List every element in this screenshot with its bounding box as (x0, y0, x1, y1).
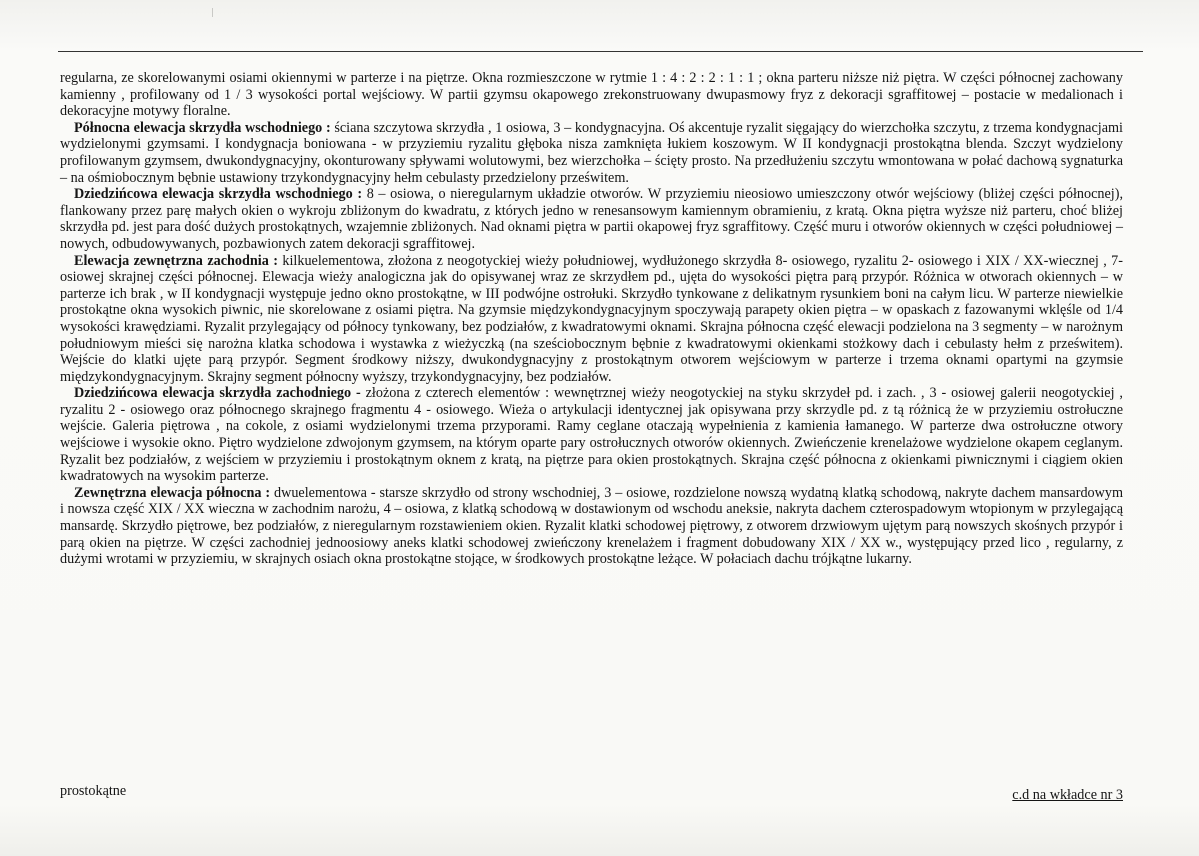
paragraph-text: dwuelementowa - starsze skrzydło od strony wschodniej, 3 – osiowe, rozdzielone nowszą wydatną klatką schodową, nakryte dachem mansardowym i nowsza część XIX / XX wieczna w zachodnim narożu, 4 – osiowa, z klatką schodową w dostawionym od wschodu aneksie, nakryta dachem czterospadowym wtopionym w przylegającą mansardę. Skrzydło piętrowe, bez podziałów, z nieregularnym rozstawieniem okien. Ryzalit klatki schodowej piętrowy, z otworem drzwiowym ujętym parą nowszych skośnych przypór i parą okien na piętrze. W części zachodniej jednoosiowy aneks klatki schodowej zwieńczony krenelażem i fragment dobudowany XIX / XX w., występujący przed lico , regularny, z dużymi wrotami w przyziemiu, w skrajnych osiach okna prostokątne stojące, w środkowych prostokątne leżące. W połaciach dachu trójkątne lukarny. (60, 484, 1124, 568)
paragraph-intro (60, 70, 1123, 120)
paragraph-outer-west (60, 253, 1123, 386)
paragraph-heading: Zewnętrzna elewacja północna : (74, 484, 271, 501)
header-rule (58, 51, 1143, 52)
paragraph-north-east-wing (60, 120, 1123, 186)
paragraph-text: regularna, ze skorelowanymi osiami okiennymi w parterze i na piętrze. Okna rozmieszczone w rytmie 1 : 4 : 2 : 2 : 1 : 1 ; okna parteru niższe niż piętra. W części północnej zachowany kamienny , profilowany od 1 / 3 wysokości portal wejściowy. W partii gzymsu okapowego zrekonstruowany dwupasmowy fryz z dekoracji sgraffitowej – postacie w medalionach i dekoracyjne motywy floralne. (60, 70, 1123, 120)
paragraph-outer-north (60, 485, 1123, 568)
paragraph-text: 8 – osiowa, o nieregularnym układzie otworów. W przyziemiu nieosiowo umieszczony otwór wejściowy (bliżej części północnej), flankowany przez parę małych okien o wykroju zbliżonym do kwadratu, z których jedno w renesansowym kamiennym obramieniu, z kratą. Okna piętra wyższe niż parteru, choć bliżej skrzydła pd. jest para dość dużych prostokątnych, wzajemnie zbliżonych. Nad oknami piętra w partii okapowej fryz sgraffitowy. Część muru i otworów okiennych w części południowej – nowych, odbudowywanych, pozbawionych zatem dekoracji sgraffitowej. (60, 186, 1123, 252)
continued-note: c.d na wkładce nr 3 (1012, 787, 1123, 803)
paragraph-heading: Dziedzińcowa elewacja skrzydła wschodniego : (74, 186, 363, 203)
paragraph-heading: Dziedzińcowa elewacja skrzydła zachodniego - (74, 385, 361, 402)
paragraph-text: kilkuelementowa, złożona z neogotyckiej wieży południowej, wydłużonego skrzydła 8- osiowego, ryzalitu 2- osiowego i XIX / XX-wiecznej , 7-osiowej skrajnej części północnej. Elewacja wieży analogiczna jak do opisywanej wraz ze skrzydłem pd., ujęta do wysokości piętra parą przypór. Różnica w otworach okiennych – w parterze ich brak , w II kondygnacji występuje jedno okno prostokątne, w III podwójne ostrołuki. Skrzydło tynkowane z delikatnym rysunkiem boni na całym licu. W parterze niewielkie prostokątne okna wysokich piwnic, nie skorelowane z osiami piętra. Na gzymsie międzykondygnacyjnym spoczywają parapety okien piętra – w opaskach z fazowanymi wklęśle od 1/4 wysokości krawędziami. Ryzalit przylegający od północy tynkowany, bez podziałów, z kwadratowymi oknami. Skrajna północna część elewacji podzielona na 3 segmenty – w narożnym południowym mieści się narożna klatka schodowa i wystawka z wieżyczką (na sześciobocznym bębnie z kwadratowymi okienkami stożkowy dach i cebulasty hełm z prześwitem). Wejście do klatki ujęte parą przypór. Segment środkowy niższy, dwukondygnacyjny z prostokątnym otworem wejściowym w parterze i trzema oknami opartymi na gzymsie międzykondygnacyjnym. Skrajny segment północny wyższy, trzykondygnacyjny, bez podziałów. (60, 252, 1123, 385)
paragraph-heading: Północna elewacja skrzydła wschodniego : (74, 119, 331, 136)
paragraph-text: ściana szczytowa skrzydła , 1 osiowa, 3 – kondygnacyjna. Oś akcentuje ryzalit sięgający do wierzchołka szczytu, z trzema kondygnacjami wydzielonymi gzymsami. I kondygnacja boniowana - w przyziemiu ryzalitu głęboka nisza zamknięta łukiem koszowym. W II kondygnacji prostokątna blenda. Szczyt wydzielony profilowanym gzymsem, dwukondygnacyjny, okonturowany spływami wolutowymi, bez wierzchołka – ścięty prosto. Na przedłużeniu szczytu wmontowana w połać dachową sygnaturka – na ośmiobocznym bębnie ustawiony trzykondygnacyjny hełm cebulasty przedzielony prześwitem. (60, 119, 1123, 186)
paragraph-heading: Elewacja zewnętrzna zachodnia : (74, 252, 278, 269)
document-body (60, 70, 1123, 568)
paragraph-text: złożona z czterech elementów : wewnętrznej wieży neogotyckiej na styku skrzydeł pd. i zach. , 3 - osiowej galerii neogotyckiej , ryzalitu 2 - osiowego oraz północnego skrajnego fragmentu 4 - osiowego. Wieża o artykulacji identycznej jak opisywana przy skrzydle pd. z tą różnicą że w przyziemiu ostrołuczne wejście. Galeria piętrowa , na cokole, z osiami wydzielonymi trzema przyporami. Ramy ceglane otaczają wypełnienia z kamienia łamanego. W parterze dwa ostrołuczne otwory wejściowe i wysokie okno. Piętro wydzielone zdwojonym gzymsem, na którym oparte pary ostrołucznych otworów okiennych. Zwieńczenie krenelażowe wydzielone okapem ceglanym. Ryzalit bez podziałów, z wejściem w przyziemiu i prostokątnym oknem z kratą, na piętrze para okien prostokątnych. Skrajna część północna z okienkami piwnicznymi i ciągiem okien kwadratowych na wysokim parterze. (60, 385, 1123, 485)
paragraph-courtyard-east-wing (60, 186, 1123, 252)
scan-speck (212, 8, 213, 17)
paragraph-courtyard-west-wing (60, 385, 1123, 485)
trailing-word: prostokątne (60, 783, 127, 799)
